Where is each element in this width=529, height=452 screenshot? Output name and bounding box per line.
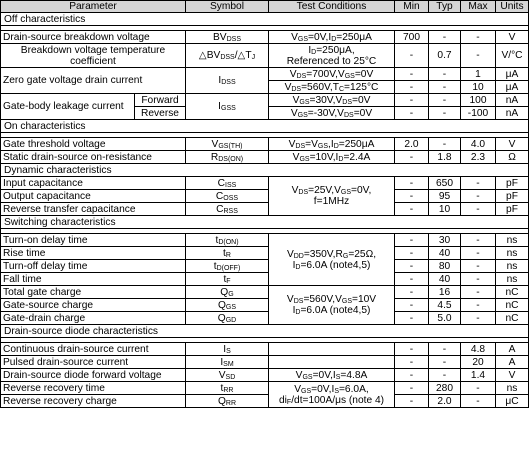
header-parameter: Parameter bbox=[1, 1, 186, 13]
param-rdson: Static drain-source on-resistance bbox=[1, 151, 186, 164]
table-row bbox=[1, 299, 529, 312]
max-tr: - bbox=[461, 247, 496, 260]
min-qg: - bbox=[395, 286, 429, 299]
param-idss: Zero gate voltage drain current bbox=[1, 68, 186, 94]
typ-coss: 95 bbox=[429, 190, 461, 203]
unit-idss-b: μA bbox=[496, 81, 529, 94]
param-qgd: Gate-drain charge bbox=[1, 312, 186, 325]
unit-tdon: ns bbox=[496, 234, 529, 247]
section-switching: Switching characteristics bbox=[1, 216, 529, 229]
table-row bbox=[1, 395, 529, 408]
typ-tdon: 30 bbox=[429, 234, 461, 247]
symbol-trr: $t_{RR}$ bbox=[186, 382, 269, 395]
symbol-tf: $t_F$ bbox=[186, 273, 269, 286]
min-igss-f: - bbox=[395, 94, 429, 107]
unit-igss-f: nA bbox=[496, 94, 529, 107]
unit-bvdss: V bbox=[496, 31, 529, 44]
min-is: - bbox=[395, 343, 429, 356]
unit-tr: ns bbox=[496, 247, 529, 260]
table-row bbox=[1, 382, 529, 395]
table-row bbox=[1, 44, 529, 68]
typ-qgs: 4.5 bbox=[429, 299, 461, 312]
symbol-igss: $I_{GSS}$ bbox=[186, 94, 269, 120]
symbol-qg: $Q_G$ bbox=[186, 286, 269, 299]
typ-vsd: - bbox=[429, 369, 461, 382]
param-tdon: Turn-on delay time bbox=[1, 234, 186, 247]
section-diode: Drain-source diode characteristics bbox=[1, 325, 529, 338]
cond-gate-charge: $V_{DS}=560V,V_{GS}=10V$ $I_D=6.0A$ (note4,5) bbox=[269, 286, 395, 325]
unit-vsd: V bbox=[496, 369, 529, 382]
symbol-rdson: $R_{DS(ON)}$ bbox=[186, 151, 269, 164]
cond-igss-f: $V_{GS}=30V,V_{DS}=0V$ bbox=[269, 94, 395, 107]
symbol-tr: $t_R$ bbox=[186, 247, 269, 260]
max-trr: - bbox=[461, 382, 496, 395]
unit-rdson: Ω bbox=[496, 151, 529, 164]
min-ism: - bbox=[395, 356, 429, 369]
unit-qgs: nC bbox=[496, 299, 529, 312]
unit-trr: ns bbox=[496, 382, 529, 395]
symbol-vsd: $V_{SD}$ bbox=[186, 369, 269, 382]
min-tdoff: - bbox=[395, 260, 429, 273]
unit-is: A bbox=[496, 343, 529, 356]
symbol-ism: $I_{SM}$ bbox=[186, 356, 269, 369]
unit-ism: A bbox=[496, 356, 529, 369]
param-coss: Output capacitance bbox=[1, 190, 186, 203]
cond-is bbox=[269, 343, 395, 356]
typ-bvdss: - bbox=[429, 31, 461, 44]
param-ism: Pulsed drain-source current bbox=[1, 356, 186, 369]
symbol-coss: $C_{OSS}$ bbox=[186, 190, 269, 203]
cond-vgsth: $V_{DS}=V_{GS},I_D=250\mu A$ bbox=[269, 138, 395, 151]
param-qgs: Gate-source charge bbox=[1, 299, 186, 312]
symbol-tdon: $t_{D(ON)}$ bbox=[186, 234, 269, 247]
param-qg: Total gate charge bbox=[1, 286, 186, 299]
max-tf: - bbox=[461, 273, 496, 286]
param-bvdss: Drain-source breakdown voltage bbox=[1, 31, 186, 44]
typ-vgsth: - bbox=[429, 138, 461, 151]
table-row bbox=[1, 94, 529, 107]
table-row bbox=[1, 286, 529, 299]
unit-vgsth: V bbox=[496, 138, 529, 151]
table-row bbox=[1, 203, 529, 216]
subparam-reverse: Reverse bbox=[135, 107, 186, 120]
typ-trr: 280 bbox=[429, 382, 461, 395]
unit-coss: pF bbox=[496, 190, 529, 203]
max-bvdss: - bbox=[461, 31, 496, 44]
header-max: Max bbox=[461, 1, 496, 13]
param-trr: Reverse recovery time bbox=[1, 382, 186, 395]
max-tdon: - bbox=[461, 234, 496, 247]
cond-bvtc: $I_D=250\mu A$, Referenced to 25°C bbox=[269, 44, 395, 68]
symbol-bvdss: $BV_{DSS}$ bbox=[186, 31, 269, 44]
min-idss-b: - bbox=[395, 81, 429, 94]
param-bvtc: Breakdown voltage temperature coefficient bbox=[1, 44, 186, 68]
symbol-idss: $I_{DSS}$ bbox=[186, 68, 269, 94]
min-qgs: - bbox=[395, 299, 429, 312]
max-idss-b: 10 bbox=[461, 81, 496, 94]
typ-tdoff: 80 bbox=[429, 260, 461, 273]
header-symbol: Symbol bbox=[186, 1, 269, 13]
min-tdon: - bbox=[395, 234, 429, 247]
unit-qrr: μC bbox=[496, 395, 529, 408]
table-row bbox=[1, 234, 529, 247]
table-row bbox=[1, 151, 529, 164]
unit-crss: pF bbox=[496, 203, 529, 216]
typ-idss-a: - bbox=[429, 68, 461, 81]
unit-ciss: pF bbox=[496, 177, 529, 190]
unit-tdoff: ns bbox=[496, 260, 529, 273]
section-off: Off characteristics bbox=[1, 13, 529, 26]
typ-rdson: 1.8 bbox=[429, 151, 461, 164]
table-row bbox=[1, 177, 529, 190]
cond-rdson: $V_{GS}=10V,I_D=2.4A$ bbox=[269, 151, 395, 164]
param-is: Continuous drain-source current bbox=[1, 343, 186, 356]
min-qrr: - bbox=[395, 395, 429, 408]
unit-bvtc: V/°C bbox=[496, 44, 529, 68]
param-vsd: Drain-source diode forward voltage bbox=[1, 369, 186, 382]
symbol-tdoff: $t_{D(OFF)}$ bbox=[186, 260, 269, 273]
max-ism: 20 bbox=[461, 356, 496, 369]
min-tr: - bbox=[395, 247, 429, 260]
symbol-bvtc: $\triangle BV_{DSS}/\triangle T_J$ bbox=[186, 44, 269, 68]
typ-ism: - bbox=[429, 356, 461, 369]
min-coss: - bbox=[395, 190, 429, 203]
table-row bbox=[1, 273, 529, 286]
typ-igss-r: - bbox=[429, 107, 461, 120]
unit-qg: nC bbox=[496, 286, 529, 299]
table-row bbox=[1, 260, 529, 273]
typ-ciss: 650 bbox=[429, 177, 461, 190]
header-test-conditions: Test Conditions bbox=[269, 1, 395, 13]
typ-crss: 10 bbox=[429, 203, 461, 216]
section-on: On characteristics bbox=[1, 120, 529, 133]
cond-dynamic: $V_{DS}=25V,V_{GS}=0V$, f=1MHz bbox=[269, 177, 395, 216]
max-qrr: - bbox=[461, 395, 496, 408]
max-crss: - bbox=[461, 203, 496, 216]
max-vgsth: 4.0 bbox=[461, 138, 496, 151]
cond-vsd: $V_{GS}=0V,I_S=4.8A$ bbox=[269, 369, 395, 382]
typ-igss-f: - bbox=[429, 94, 461, 107]
cond-idss-a: $V_{DS}=700V,V_{GS}=0V$ bbox=[269, 68, 395, 81]
param-tr: Rise time bbox=[1, 247, 186, 260]
cond-idss-b: $V_{DS}=560V,T_C=125^\circ C$ bbox=[269, 81, 395, 94]
param-tdoff: Turn-off delay time bbox=[1, 260, 186, 273]
symbol-qgs: $Q_{GS}$ bbox=[186, 299, 269, 312]
table-row bbox=[1, 68, 529, 81]
symbol-is: $I_S$ bbox=[186, 343, 269, 356]
typ-qgd: 5.0 bbox=[429, 312, 461, 325]
table-row bbox=[1, 31, 529, 44]
symbol-qrr: $Q_{RR}$ bbox=[186, 395, 269, 408]
min-qgd: - bbox=[395, 312, 429, 325]
table-row bbox=[1, 190, 529, 203]
cond-switching: $V_{DD}=350V,R_G=25\Omega$, $I_D=6.0A$ (note4,5) bbox=[269, 234, 395, 286]
max-is: 4.8 bbox=[461, 343, 496, 356]
unit-tf: ns bbox=[496, 273, 529, 286]
table-row bbox=[1, 356, 529, 369]
max-qgs: - bbox=[461, 299, 496, 312]
typ-qrr: 2.0 bbox=[429, 395, 461, 408]
header-units: Units bbox=[496, 1, 529, 13]
unit-idss-a: μA bbox=[496, 68, 529, 81]
table-row bbox=[1, 138, 529, 151]
max-qgd: - bbox=[461, 312, 496, 325]
min-trr: - bbox=[395, 382, 429, 395]
header-row bbox=[1, 1, 529, 13]
symbol-vgsth: $V_{GS(TH)}$ bbox=[186, 138, 269, 151]
section-dynamic: Dynamic characteristics bbox=[1, 164, 529, 177]
max-rdson: 2.3 bbox=[461, 151, 496, 164]
min-idss-a: - bbox=[395, 68, 429, 81]
symbol-crss: $C_{RSS}$ bbox=[186, 203, 269, 216]
min-crss: - bbox=[395, 203, 429, 216]
unit-igss-r: nA bbox=[496, 107, 529, 120]
typ-bvtc: 0.7 bbox=[429, 44, 461, 68]
header-min: Min bbox=[395, 1, 429, 13]
typ-idss-b: - bbox=[429, 81, 461, 94]
min-vsd: - bbox=[395, 369, 429, 382]
cond-ism bbox=[269, 356, 395, 369]
cond-reverse-recovery: $V_{GS}=0V,I_S=6.0A$, $di_F/dt=100A/\mu s$ (note 4) bbox=[269, 382, 395, 408]
max-idss-a: 1 bbox=[461, 68, 496, 81]
min-rdson: - bbox=[395, 151, 429, 164]
max-qg: - bbox=[461, 286, 496, 299]
max-vsd: 1.4 bbox=[461, 369, 496, 382]
param-vgsth: Gate threshold voltage bbox=[1, 138, 186, 151]
max-tdoff: - bbox=[461, 260, 496, 273]
typ-tf: 40 bbox=[429, 273, 461, 286]
table-row bbox=[1, 369, 529, 382]
param-crss: Reverse transfer capacitance bbox=[1, 203, 186, 216]
param-igss: Gate-body leakage current bbox=[1, 94, 135, 120]
cond-bvdss: $V_{GS}=0V,I_D=250\mu A$ bbox=[269, 31, 395, 44]
header-typ: Typ bbox=[429, 1, 461, 13]
max-ciss: - bbox=[461, 177, 496, 190]
table-row bbox=[1, 343, 529, 356]
min-igss-r: - bbox=[395, 107, 429, 120]
typ-qg: 16 bbox=[429, 286, 461, 299]
min-bvdss: 700 bbox=[395, 31, 429, 44]
max-igss-r: -100 bbox=[461, 107, 496, 120]
param-tf: Fall time bbox=[1, 273, 186, 286]
min-vgsth: 2.0 bbox=[395, 138, 429, 151]
symbol-qgd: $Q_{GD}$ bbox=[186, 312, 269, 325]
param-ciss: Input capacitance bbox=[1, 177, 186, 190]
subparam-forward: Forward bbox=[135, 94, 186, 107]
unit-qgd: nC bbox=[496, 312, 529, 325]
cond-igss-r: $V_{GS}=-30V,V_{DS}=0V$ bbox=[269, 107, 395, 120]
table-row bbox=[1, 312, 529, 325]
min-ciss: - bbox=[395, 177, 429, 190]
typ-tr: 40 bbox=[429, 247, 461, 260]
typ-is: - bbox=[429, 343, 461, 356]
max-bvtc: - bbox=[461, 44, 496, 68]
table-row bbox=[1, 247, 529, 260]
symbol-ciss: $C_{ISS}$ bbox=[186, 177, 269, 190]
param-qrr: Reverse recovery charge bbox=[1, 395, 186, 408]
min-bvtc: - bbox=[395, 44, 429, 68]
min-tf: - bbox=[395, 273, 429, 286]
max-igss-f: 100 bbox=[461, 94, 496, 107]
max-coss: - bbox=[461, 190, 496, 203]
